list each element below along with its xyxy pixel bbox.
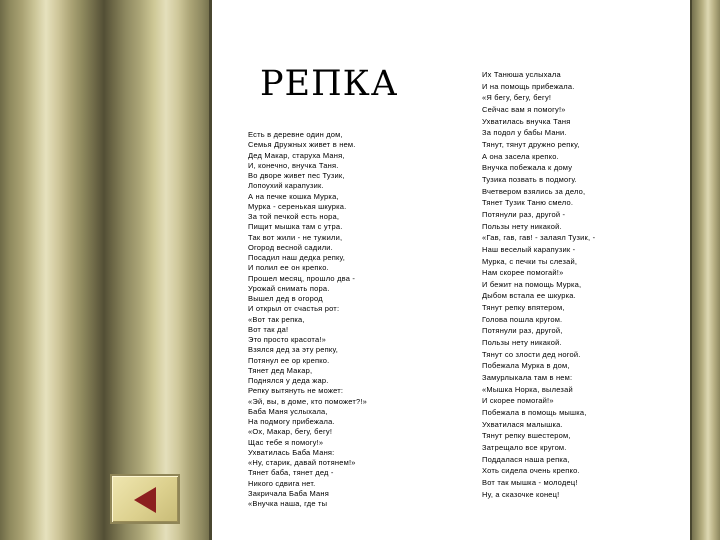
decorative-left-border — [0, 0, 212, 540]
poem-line: «Гав, гав, гав! - залаял Тузик, - — [482, 233, 596, 243]
poem-line: Тянет баба, тянет дед - — [248, 468, 334, 478]
poem-line: Хоть сидела очень крепко. — [482, 466, 580, 476]
poem-line: А она засела крепко. — [482, 151, 559, 161]
poem-line: Мурка - серенькая шкурка. — [248, 201, 347, 211]
poem-line: Репку вытянуть не может: — [248, 386, 344, 396]
poem-line: Потянул ее ор крепко. — [248, 355, 330, 365]
poem-line: Урожай снимать пора. — [248, 283, 330, 293]
poem-line: Это просто красота!» — [248, 335, 326, 344]
poem-line: Тянут репку впятером, — [482, 303, 565, 313]
poem-line: «Мышка Норка, вылезай — [482, 384, 573, 394]
poem-column-right — [482, 69, 595, 500]
poem-line: Семья Дружных живет в нем. — [248, 140, 356, 150]
poem-line: Взялся дед за эту репку, — [248, 345, 338, 355]
poem-line: Затрещало все кругом. — [482, 443, 567, 452]
poem-line: Тузика позвать в подмогу. — [482, 174, 577, 184]
poem-line: На подмогу прибежала. — [248, 417, 335, 426]
poem-line: Во дворе живет пес Тузик, — [248, 171, 345, 180]
poem-line: Потянули раз, другой, — [482, 326, 563, 336]
poem-line: Огород весной садили. — [248, 242, 333, 252]
poem-line: Внучка побежала к дому — [482, 163, 573, 173]
poem-line: Баба Маня услыхала, — [248, 406, 328, 416]
poem-line: Прошел месяц, прошло два - — [248, 273, 356, 283]
poem-line: Тянут, тянут дружно репку, — [482, 139, 580, 149]
poem-line: Пищит мышка там с утра. — [248, 222, 343, 232]
poem-line: А на печке кошка Мурка, — [248, 191, 339, 201]
poem-line: «Ну, старик, давай потянем!» — [248, 458, 356, 467]
poem-line: Сейчас вам я помогу!» — [482, 104, 566, 114]
poem-line: Дыбом встала ее шкурка. — [482, 291, 576, 301]
poem-line: Вчетвером взялись за дело, — [482, 186, 586, 196]
poem-line: «Эй, вы, в доме, кто поможет?!» — [248, 396, 368, 406]
poem-line: Тянет Тузик Таню смело. — [482, 198, 574, 208]
poem-line: И на помощь прибежала. — [482, 81, 575, 91]
poem-line: Мурка, с печки ты слезай, — [482, 256, 578, 266]
poem-line: Пользы нету никакой. — [482, 221, 562, 231]
poem-line: Тянут репку вшестером, — [482, 431, 571, 441]
poem-line: Щас тебе я помогу!» — [248, 437, 324, 447]
poem-line: Посадил наш дедка репку, — [248, 253, 346, 262]
poem-line: Так вот жили - не тужили, — [248, 232, 343, 242]
poem-line: Ухватилась Баба Маня: — [248, 447, 335, 457]
poem-line: Потянули раз, другой - — [482, 209, 566, 219]
poem-line: Вышел дед в огород — [248, 294, 323, 303]
poem-line: За подол у бабы Мани. — [482, 128, 567, 138]
poem-line: Есть в деревне один дом, — [248, 130, 343, 139]
poem-line: Закричала Баба Маня — [248, 488, 330, 498]
poem-line: «Внучка наша, где ты — [248, 499, 328, 508]
poem-line: Поддалася наша репка, — [482, 454, 570, 464]
poem-line: Ухватилась внучка Таня — [482, 116, 571, 126]
poem-line: И бежит на помощь Мурка, — [482, 279, 582, 289]
poem-line: И открыл от счастья рот: — [248, 304, 340, 314]
poem-line: Нам скорее помогай!» — [482, 268, 564, 278]
triangle-left-icon — [132, 485, 158, 515]
poem-line: Замурлыкала там в нем: — [482, 373, 573, 383]
poem-line: Пользы нету никакой. — [482, 338, 562, 348]
poem-line: Побежала Мурка в дом, — [482, 361, 570, 371]
poem-line: За той печкой есть нора, — [248, 212, 340, 221]
poem-line: Вот так да! — [248, 324, 289, 334]
poem-line: «Я бегу, бегу, бегу! — [482, 93, 552, 103]
poem-line: Побежала в помощь мышка, — [482, 408, 587, 418]
poem-line: Вот так мышка - молодец! — [482, 477, 578, 487]
poem-line: Ну, а сказочке конец! — [482, 489, 560, 499]
poem-line: И полил ее он крепко. — [248, 263, 329, 273]
poem-line: Поднялся у деда жар. — [248, 376, 329, 385]
poem-line: И скорее помогай!» — [482, 396, 554, 406]
back-button[interactable] — [110, 474, 180, 524]
poem-line: Дед Макар, старуха Маня, — [248, 150, 345, 160]
poem-line: Лопоухий карапузик. — [248, 181, 324, 191]
poem-line: Никого сдвига нет. — [248, 478, 316, 488]
page-title: РЕПКА — [260, 64, 399, 104]
poem-line: Тянет дед Макар, — [248, 365, 313, 375]
poem-line: И, конечно, внучка Таня. — [248, 160, 339, 170]
poem-column-left — [248, 130, 367, 509]
poem-line: Голова пошла кругом. — [482, 314, 563, 324]
poem-line: Ухватилася малышка. — [482, 419, 563, 429]
poem-line: Тянут со злости дед ногой. — [482, 349, 581, 359]
decorative-right-border — [690, 0, 720, 540]
poem-line: «Вот так репка, — [248, 314, 305, 324]
poem-line: «Ох, Макар, бегу, бегу! — [248, 427, 333, 437]
poem-line: Наш веселый карапузик - — [482, 244, 576, 254]
poem-line: Их Танюша услыхала — [482, 70, 561, 79]
